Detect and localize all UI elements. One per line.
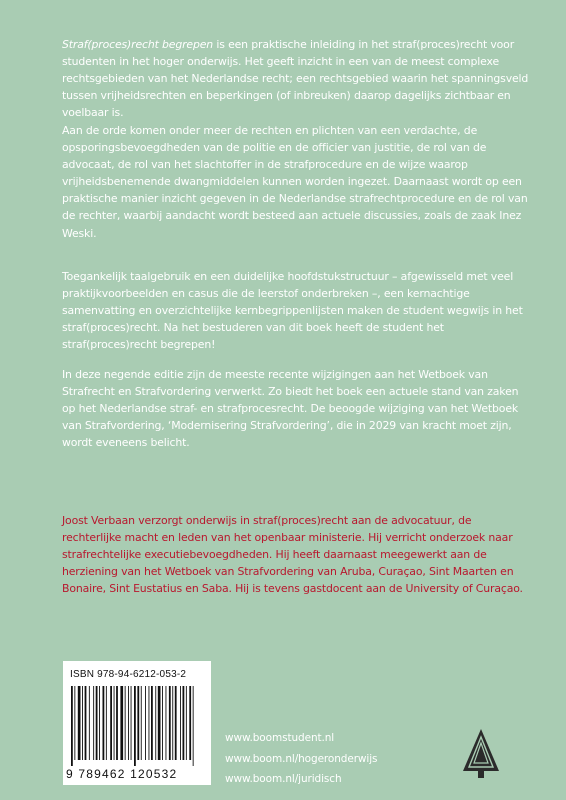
blurb-edition-text: In deze negende editie zijn de meeste recente wijzigingen aan het Wetboek van Strafrecht en Strafvordering verwerkt. Zo biedt het boek een actuele stand van zaken op het Nederlandse straf- en strafprocesrecht. De beoogde wijziging van het Wetboek van Strafvordering, ‘Modernisering Strafvordering’, die in 2029 van kracht moet zijn, wordt eveneens belicht.	[62, 368, 519, 450]
blurb-paragraph-edition	[62, 366, 530, 451]
blurb-paragraph-intro	[62, 36, 530, 121]
book-title-inline: Straf(proces)recht begrepen	[62, 38, 214, 51]
link-juridisch[interactable]: www.boom.nl/juridisch	[225, 773, 342, 786]
isbn-label: ISBN 978-94-6212-053-2	[70, 669, 187, 680]
author-bio	[62, 512, 530, 597]
publisher-links	[225, 728, 377, 790]
blurb-structure-text: Toegankelijk taalgebruik en een duidelijke hoofdstukstructuur – afgewisseld met veel praktijkvoorbeelden en casus die de leerstof onderbreken –, een kernachtige samenvatting en overzichtelijke kernbegrippenlijsten maken de student wegwijs in het straf(proces)recht. Na het bestuderen van dit boek heeft de student het straf(proces)recht begrepen!	[62, 270, 523, 352]
blurb-topics-text: Aan de orde komen onder meer de rechten en plichten van een verdachte, de opsporingsbevoegdheden van de politie en de officier van justitie, de rol van de advocaat, de rol van het slachtoffer in de strafprocedure en de wijze waarop vrijheidsbenemende dwangmiddelen kunnen worden ingezet. Daarnaast wordt op een praktische manier inzicht gegeven in de Nederlandse strafrechtprocedure en de rol van de rechter, waarbij aandacht wordt besteed aan actuele discussies, zoals de zaak Inez Weski.	[62, 124, 528, 240]
link-hogeronderwijs[interactable]: www.boom.nl/hogeronderwijs	[225, 752, 378, 765]
barcode-digits: 9 789462 120532	[66, 767, 178, 781]
barcode-icon	[69, 686, 205, 766]
barcode-panel	[63, 661, 211, 785]
author-bio-text: Joost Verbaan verzorgt onderwijs in straf(proces)recht aan de advocatuur, de rechterlijke macht en leden van het openbaar ministerie. Hij verricht onderzoek naar strafrechtelijke executiebevoegdheden. Hij heeft daarnaast meegewerkt aan de herziening van het Wetboek van Strafvordering van Aruba, Curaçao, Sint Maarten en Bonaire, Sint Eustatius en Saba. Hij is tevens gastdocent aan de University of Curaçao.	[62, 514, 523, 596]
blurb-paragraph-topics	[62, 122, 530, 242]
link-boomstudent[interactable]: www.boomstudent.nl	[225, 732, 335, 744]
boom-tree-logo-icon	[459, 727, 503, 779]
blurb-intro-text: is een praktische inleiding in het straf(proces)recht voor studenten in het hoger onderwijs. Het geeft inzicht in een van de meest complexe rechtsgebieden van het Nederlandse recht; een rechtsgebied waarin het spanningsveld tussen vrijheidsrechten en beperkingen (of inbreuken) daarop dagelijks zichtbaar en voelbaar is.	[62, 38, 529, 120]
blurb-paragraph-structure	[62, 268, 530, 353]
